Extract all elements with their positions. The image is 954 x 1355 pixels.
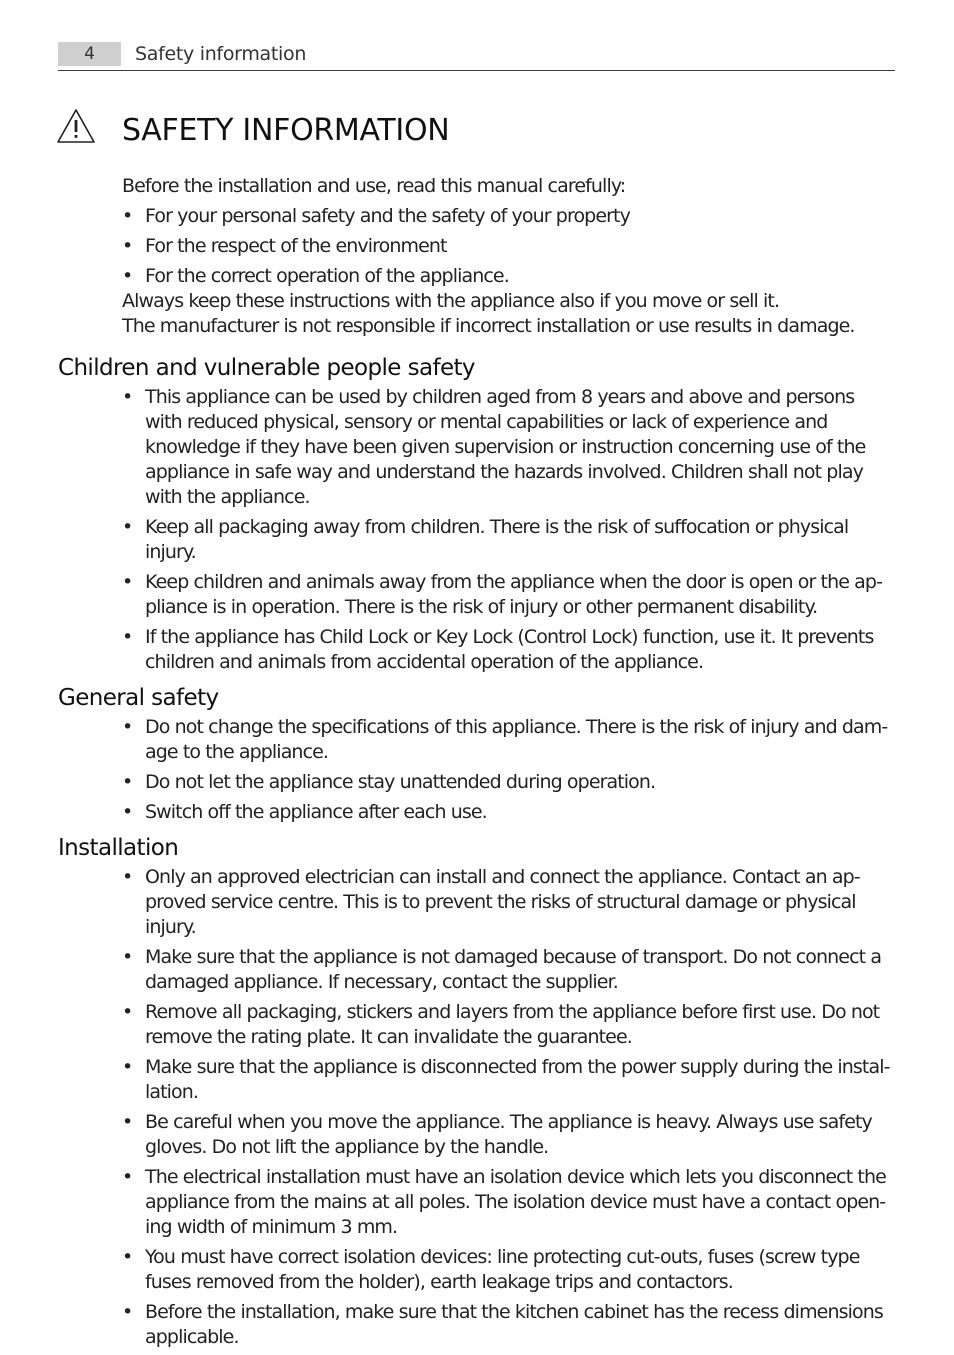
list-item: • If the appliance has Child Lock or Key Lock (Control Lock) function, use it. It prevents children and animals from accidental operation of the appliance. — [122, 626, 874, 673]
warning-triangle-icon — [56, 108, 96, 144]
list-item: • For the respect of the environment — [122, 235, 447, 257]
section-heading: General safety — [58, 685, 219, 711]
section-children-safety — [58, 353, 896, 675]
intro-list — [58, 204, 896, 289]
bullet: • — [122, 571, 133, 593]
section-installation — [58, 833, 896, 1350]
list-item: • For the correct operation of the appliance. — [122, 265, 509, 287]
bullet: • — [122, 946, 133, 968]
intro-disclaimer: The manufacturer is not responsible if incorrect installation or use results in damage. — [122, 315, 855, 337]
general-safety-list — [58, 715, 896, 825]
bullet: • — [122, 716, 133, 738]
list-item: • Do not let the appliance stay unattended during operation. — [122, 771, 656, 793]
list-item: • Only an approved electrician can install and connect the appliance. Contact an approved service centre. This is to prevent the risks of structural damage or physical injury. — [122, 866, 861, 938]
children-safety-list — [58, 385, 896, 675]
bullet: • — [122, 1001, 133, 1023]
list-item: • You must have correct isolation devices: line protecting cut-outs, fuses (screw type fuses removed from the holder), earth leakage trips and contactors. — [122, 1246, 860, 1293]
bullet: • — [122, 235, 133, 257]
content — [58, 174, 896, 1355]
list-item: • Be careful when you move the appliance. The appliance is heavy. Always use safety gloves. Do not lift the appliance by the handle. — [122, 1111, 872, 1158]
bullet: • — [122, 1111, 133, 1133]
bullet: • — [122, 866, 133, 888]
bullet: • — [122, 516, 133, 538]
intro-note: Always keep these instructions with the appliance also if you move or sell it. — [122, 290, 780, 312]
list-item: • Make sure that the appliance is not damaged because of transport. Do not connect a damaged appliance. If necessary, contact the supplier. — [122, 946, 882, 993]
list-item: • Remove all packaging, stickers and layers from the appliance before first use. Do not remove the rating plate. It can invalidate the guarantee. — [122, 1001, 880, 1048]
list-item: • Switch off the appliance after each use. — [122, 801, 487, 823]
list-item: • This appliance can be used by children aged from 8 years and above and persons with reduced physical, sensory or mental capabilities or lack of experience and knowledge if they have been given supervision or instruction concerning use of the appliance in safe way and understand the hazards involved. Children shall not play with the appliance. — [122, 386, 866, 508]
list-item: • The electrical installation must have an isolation device which lets you disconnect the appliance from the mains at all poles. The isolation device must have a contact opening width of minimum 3 mm. — [122, 1166, 887, 1238]
intro-block — [58, 174, 896, 339]
page-title: SAFETY INFORMATION — [122, 113, 450, 148]
page-header — [58, 40, 895, 71]
running-header-title: Safety information — [135, 43, 307, 65]
list-item: • Make sure that the appliance is disconnected from the power supply during the installation. — [122, 1056, 891, 1103]
bullet: • — [122, 801, 133, 823]
bullet: • — [122, 386, 133, 408]
bullet: • — [122, 205, 133, 227]
list-item: • Before the installation, make sure that the kitchen cabinet has the recess dimensions applicable. — [122, 1301, 883, 1348]
bullet: • — [122, 1246, 133, 1268]
list-item: • For your personal safety and the safety of your property — [122, 205, 630, 227]
bullet: • — [122, 1166, 133, 1188]
list-item: • Do not change the specifications of this appliance. There is the risk of injury and damage to the appliance. — [122, 716, 889, 763]
section-heading: Children and vulnerable people safety — [58, 355, 475, 381]
installation-list — [58, 865, 896, 1350]
page-number: 4 — [58, 42, 121, 66]
bullet: • — [122, 1301, 133, 1323]
section-heading: Installation — [58, 835, 179, 861]
bullet: • — [122, 1056, 133, 1078]
bullet: • — [122, 626, 133, 648]
bullet: • — [122, 771, 133, 793]
list-item: • Keep children and animals away from the appliance when the door is open or the appliance is in operation. There is the risk of injury or other permanent disability. — [122, 571, 883, 618]
intro-lead: Before the installation and use, read this manual carefully: — [122, 175, 626, 197]
bullet: • — [122, 265, 133, 287]
list-item: • Keep all packaging away from children. There is the risk of suffocation or physical injury. — [122, 516, 849, 563]
section-general-safety — [58, 683, 896, 825]
